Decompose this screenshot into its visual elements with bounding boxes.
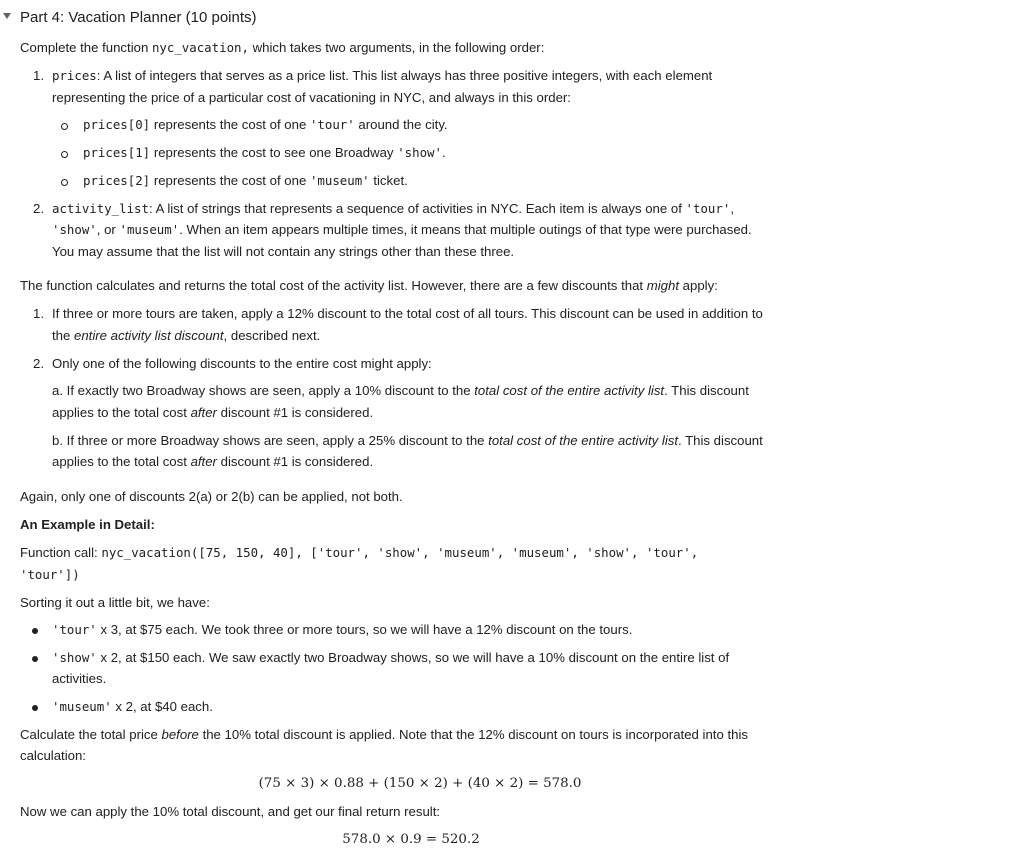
arg-prices-number: 1.: [33, 68, 44, 83]
function-name: nyc_vacation,: [151, 40, 249, 55]
arg-activity-line-1: activity_list: A list of strings that represents a sequence of activities in NYC. Each item is always one of 'tour',: [52, 201, 734, 216]
intro-paragraph: Complete the function nyc_vacation, which takes two arguments, in the following order:: [20, 40, 545, 55]
hollow-bullet-icon: [61, 123, 68, 130]
example-bullet-show-line-1: 'show' x 2, at $150 each. We saw exactly two Broadway shows, so we will have a 10% discount on the entire list of: [52, 650, 730, 665]
discount-2-number: 2.: [33, 356, 44, 371]
example-bullet-show-line-2: activities.: [52, 671, 107, 686]
prices-item-2: prices[2] represents the cost of one 'museum' ticket.: [83, 173, 408, 188]
prices-item-1: prices[1] represents the cost to see one Broadway 'show'.: [83, 145, 446, 160]
discount-2b-line-1: b. If three or more Broadway shows are seen, apply a 25% discount to the total cost of the entire activity list. This discount: [52, 433, 763, 448]
filled-bullet-icon: [32, 705, 38, 711]
arg-activity-number: 2.: [33, 201, 44, 216]
hollow-bullet-icon: [61, 151, 68, 158]
example-heading: An Example in Detail:: [20, 517, 155, 532]
filled-bullet-icon: [32, 628, 38, 634]
arg-activity-line-3: You may assume that the list will not contain any strings other than these three.: [52, 244, 515, 259]
formula-final: 578.0 × 0.9 = 520.2: [342, 832, 480, 847]
example-call-line-1: Function call: nyc_vacation([75, 150, 40], ['tour', 'show', 'museum', 'museum', 'show', 'tour',: [20, 545, 699, 560]
arg-prices-line-1: prices: A list of integers that serves as a price list. This list always has three positive integers, with each element: [52, 68, 713, 83]
arg-activity-line-2: 'show', or 'museum'. When an item appears multiple times, it means that multiple outings of that type were purchased.: [52, 222, 752, 237]
section-heading: Part 4: Vacation Planner (10 points): [20, 9, 257, 26]
prices-item-0: prices[0] represents the cost of one 'tour' around the city.: [83, 117, 448, 132]
collapse-caret-icon[interactable]: [3, 13, 11, 19]
discount-2-line-1: Only one of the following discounts to the entire cost might apply:: [52, 356, 432, 371]
again-paragraph: Again, only one of discounts 2(a) or 2(b) can be applied, not both.: [20, 489, 403, 504]
arg-prices-line-2: representing the price of a particular cost of vacationing in NYC, and always in this order:: [52, 90, 571, 105]
discount-1-line-1: If three or more tours are taken, apply a 12% discount to the total cost of all tours. This discount can be used in addition to: [52, 306, 763, 321]
example-call-line-2: 'tour']): [20, 567, 80, 582]
discount-2a-line-2: applies to the total cost after discount #1 is considered.: [52, 405, 374, 420]
discount-1-number: 1.: [33, 306, 44, 321]
example-calc-line-2: calculation:: [20, 748, 86, 763]
example-bullet-tour: 'tour' x 3, at $75 each. We took three or more tours, so we will have a 12% discount on the tours.: [52, 622, 633, 637]
formula-subtotal: (75 × 3) × 0.88 + (150 × 2) + (40 × 2) = 578.0: [258, 776, 582, 791]
discount-2b-line-2: applies to the total cost after discount #1 is considered.: [52, 454, 374, 469]
filled-bullet-icon: [32, 656, 38, 662]
calc-paragraph: The function calculates and returns the total cost of the activity list. However, there are a few discounts that might apply:: [20, 278, 718, 293]
example-calc-line-1: Calculate the total price before the 10% total discount is applied. Note that the 12% discount on tours is incorporated into this: [20, 727, 748, 742]
now-paragraph: Now we can apply the 10% total discount, and get our final return result:: [20, 804, 441, 819]
sorting-paragraph: Sorting it out a little bit, we have:: [20, 595, 210, 610]
discount-2a-line-1: a. If exactly two Broadway shows are seen, apply a 10% discount to the total cost of the entire activity list. This discount: [52, 383, 749, 398]
discount-1-line-2: the entire activity list discount, described next.: [52, 328, 321, 343]
example-bullet-museum: 'museum' x 2, at $40 each.: [52, 699, 213, 714]
hollow-bullet-icon: [61, 179, 68, 186]
